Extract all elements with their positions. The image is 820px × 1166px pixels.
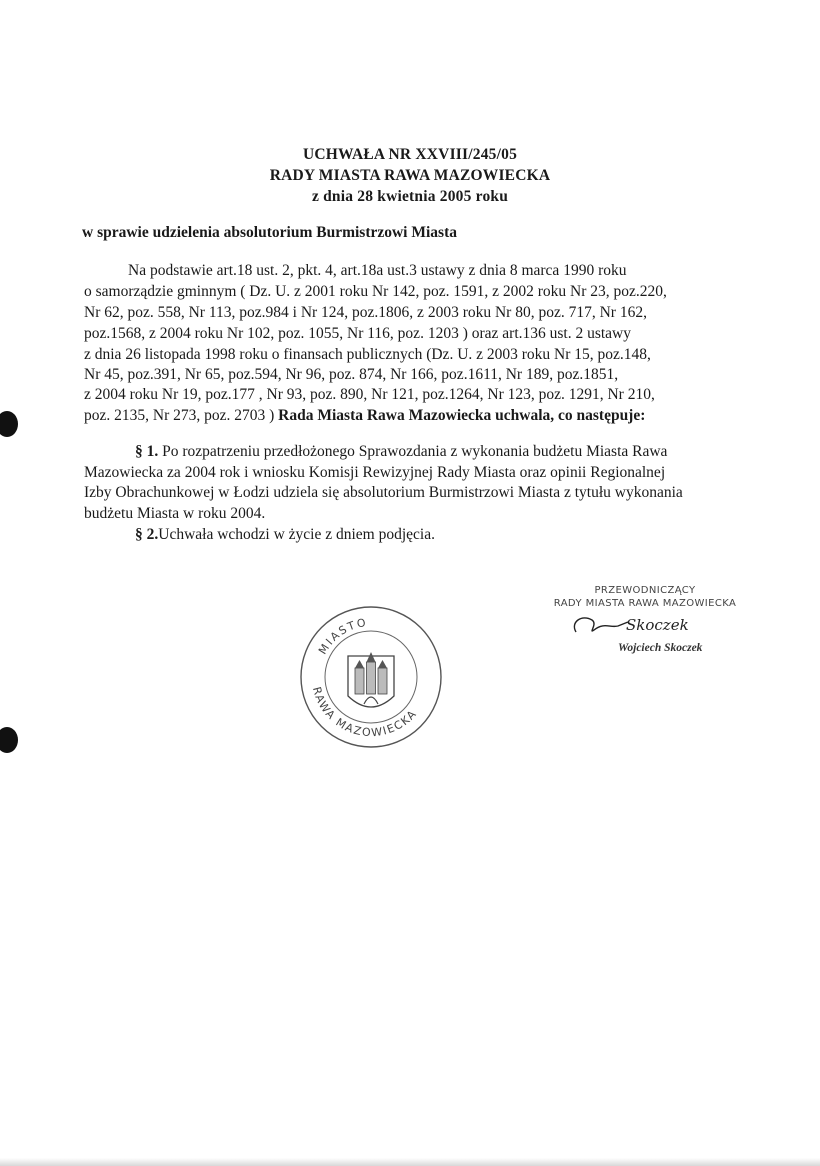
preamble-line: Nr 62, poz. 558, Nr 113, poz.984 i Nr 124, poz.1806, z 2003 roku Nr 80, poz. 717, Nr 162, [84, 304, 647, 321]
punch-hole-top [0, 411, 18, 437]
punch-hole-bottom [0, 727, 18, 753]
signatory-name: Wojciech Skoczek [618, 642, 703, 654]
signature-block [520, 584, 770, 654]
handwritten-signature [568, 608, 738, 642]
signatory-title: PRZEWODNICZĄCY [594, 585, 696, 596]
seal-top-text: MIASTO [316, 615, 369, 657]
coat-of-arms-icon [348, 652, 394, 707]
resolution-date: z dnia 28 kwietnia 2005 roku [311, 188, 509, 205]
preamble-line: o samorządzie gminnym ( Dz. U. z 2001 roku Nr 142, poz. 1591, z 2002 roku Nr 23, poz.220, [84, 283, 667, 300]
city-seal [298, 604, 444, 755]
preamble-closing-text: poz. 2135, Nr 273, poz. 2703 ) [84, 407, 279, 424]
section-1-mark: § 1. [135, 443, 159, 460]
preamble-closing [84, 407, 645, 425]
resolution-subject: w sprawie udzielenia absolutorium Burmistrzowi Miasta [82, 224, 457, 241]
city-seal-graphic [298, 604, 444, 750]
preamble-line: poz.1568, z 2004 roku Nr 102, poz. 1055, Nr 116, poz. 1203 ) oraz art.136 ust. 2 ustawy [84, 325, 631, 342]
section-1-line: Mazowiecka za 2004 rok i wniosku Komisji Rewizyjnej Rady Miasta oraz opinii Regionalnej [84, 464, 666, 481]
section-2-line [135, 526, 435, 544]
enacting-clause: Rada Miasta Rawa Mazowiecka uchwala, co następuje: [278, 407, 646, 424]
handwritten-signature-text: Skoczek [626, 616, 689, 634]
section-1-line: budżetu Miasta w roku 2004. [84, 505, 266, 522]
section-1-line: Izby Obrachunkowej w Łodzi udziela się absolutorium Burmistrzowi Miasta z tytułu wykonania [84, 484, 683, 501]
scan-edge [0, 1158, 820, 1166]
preamble-line: z dnia 26 listopada 1998 roku o finansach publicznych (Dz. U. z 2003 roku Nr 15, poz.148, [84, 346, 651, 363]
section-2-text: Uchwała wchodzi w życie z dniem podjęcia. [158, 526, 435, 543]
preamble-line: z 2004 roku Nr 19, poz.177 , Nr 93, poz. 890, Nr 121, poz.1264, Nr 123, poz. 1291, Nr 210, [84, 386, 655, 403]
resolution-number: UCHWAŁA NR XXVIII/245/05 [302, 146, 518, 163]
preamble-line: Nr 45, poz.391, Nr 65, poz.594, Nr 96, poz. 874, Nr 166, poz.1611, Nr 189, poz.1851, [84, 366, 619, 383]
section-2-mark: § 2. [135, 526, 159, 543]
preamble-line: Na podstawie art.18 ust. 2, pkt. 4, art.18a ust.3 ustawy z dnia 8 marca 1990 roku [128, 262, 627, 279]
section-1-line [135, 443, 667, 461]
section-1-text: Po rozpatrzeniu przedłożonego Sprawozdania z wykonania budżetu Miasta Rawa [158, 443, 668, 460]
council-name: RADY MIASTA RAWA MAZOWIECKA [269, 167, 551, 184]
signatory-council: RADY MIASTA RAWA MAZOWIECKA [553, 598, 737, 609]
seal-bottom-text: RAWA MAZOWIECKA [309, 685, 420, 740]
